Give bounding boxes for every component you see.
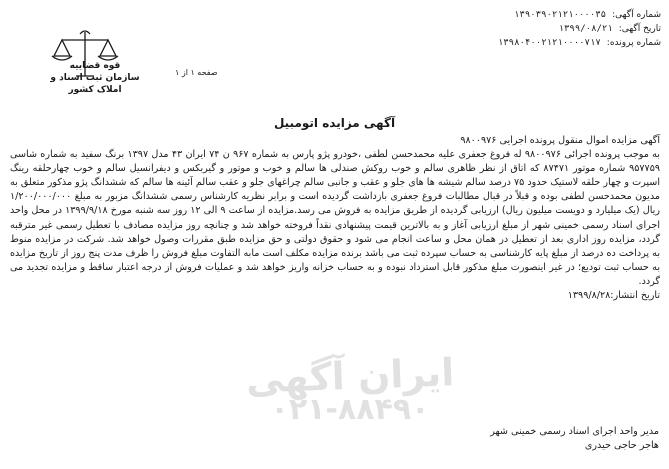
signature-block	[259, 425, 659, 453]
ad-date-label: تاریخ آگهی:	[618, 24, 661, 34]
page-number: صفحه ۱ از ۱	[175, 68, 218, 77]
watermark-text: ایران آگهی	[245, 349, 455, 402]
org-line1: قوه قضاییه	[69, 61, 121, 71]
ad-number-row	[331, 8, 661, 22]
ad-number-value: ۱۳۹۰۳۹۰۲۱۲۱۰۰۰۰۳۵	[513, 10, 607, 20]
header-meta	[331, 8, 661, 50]
document-body	[10, 134, 660, 303]
org-name	[40, 60, 150, 96]
ad-date-row	[331, 22, 661, 36]
ad-number-label: شماره آگهی:	[612, 10, 661, 20]
ad-date-value: ۱۳۹۹/۰۸/۲۱	[558, 24, 613, 34]
signature-title: مدیر واحد اجرای اسناد رسمی خمینی شهر	[490, 426, 659, 437]
publish-date: تاریخ انتشار:۱۳۹۹/۸/۲۸	[567, 290, 660, 302]
file-number-label: شماره پرونده:	[606, 38, 661, 48]
file-number-value: ۱۳۹۸۰۴۰۰۲۱۲۱۰۰۰۰۷۱۷	[497, 38, 601, 48]
watermark-phone: ۰۲۱-۸۸۴۹۰	[270, 391, 430, 427]
body-paragraph: به موجب پرونده اجرائی ۹۸۰۰۹۷۶ له فروغ جعفری علیه محمدحسن لطفی ،خودرو پژو پارس به شماره ۹۶۷ ن ۷۴ ایران ۴۳ مدل ۱۳۹۷ برنگ سفید به شماره شاسی ۹۵۷۷۵۹ شماره موتور ۸۷۴۷۱ که اتاق از نظر ظاهری سالم و خوب روکش صندلی ها سالم و خوب و موتور و گیربکس و دیفرانسیل سالم و خوب چهارحلقه رینگ اسپرت و چهار حلقه لاستیک حدود ۷۵ درصد سالم شیشه ها های جلو و عقب و جانبی سالم چراغهای جلو و عقب سالم آئینه ها سالم که ششدانگ پژو مذکور متعلق به مدیون محمدحسن لطفی بوده و قبلاً در قبال مطالبات فروغ جعفری بازداشت گردیده است و برابر نظریه کارشناس رسمی ششدانگ مزبور به مبلغ ۱/۲۰۰/۰۰۰/۰۰۰ ریال (یک میلیارد و دویست میلیون ریال) ارزیابی گردیده از طریق مزایده به فروش می رسد.مزایده از ساعت ۹ الی ۱۲ روز سه شنبه مورخ ۱۳۹۹/۹/۱۸ در محل واحد اجرای اسناد رسمی خمینی شهر از مبلغ ارزیابی آغاز و به بالاترین قیمت پیشنهادی نقداً فروخته خواهد شد و چنانچه روز مزایده مصادف با تعطیل رسمی غیر مترقبه گردد، مزایده روز اداری بعد از تعطیل در همان محل و ساعت انجام می شود و حقوق دولتی و حق مزایده طبق مقررات وصول خواهد شد. شرکت در مزایده منوط به پرداخت ده درصد از مبلغ پایه کارشناسی به حساب سپرده ثبت می باشد برنده مزایده مکلف است مابه التفاوت مبلغ فروش را ظرف مدت پنج روز از تاریخ مزایده به حساب ثبت تودیع؛ در غیر اینصورت مبلغ مذکور قابل استرداد نبوده و به حساب خزانه واریز خواهد شد و عملیات فروش از درجه اعتبار ساقط و مزایده تجدید می گردد.	[10, 149, 661, 287]
signature-name: هاجر حاجی حیدری	[584, 440, 659, 451]
body-line-1: آگهی مزایده اموال منقول پرونده اجرایی ۹۸۰۰۹۷۶	[460, 135, 660, 146]
file-number-row	[331, 36, 661, 50]
org-line2: سازمان ثبت اسناد و املاک کشور	[50, 73, 140, 95]
document-title: آگهی مزایده اتومبیل	[273, 116, 396, 130]
